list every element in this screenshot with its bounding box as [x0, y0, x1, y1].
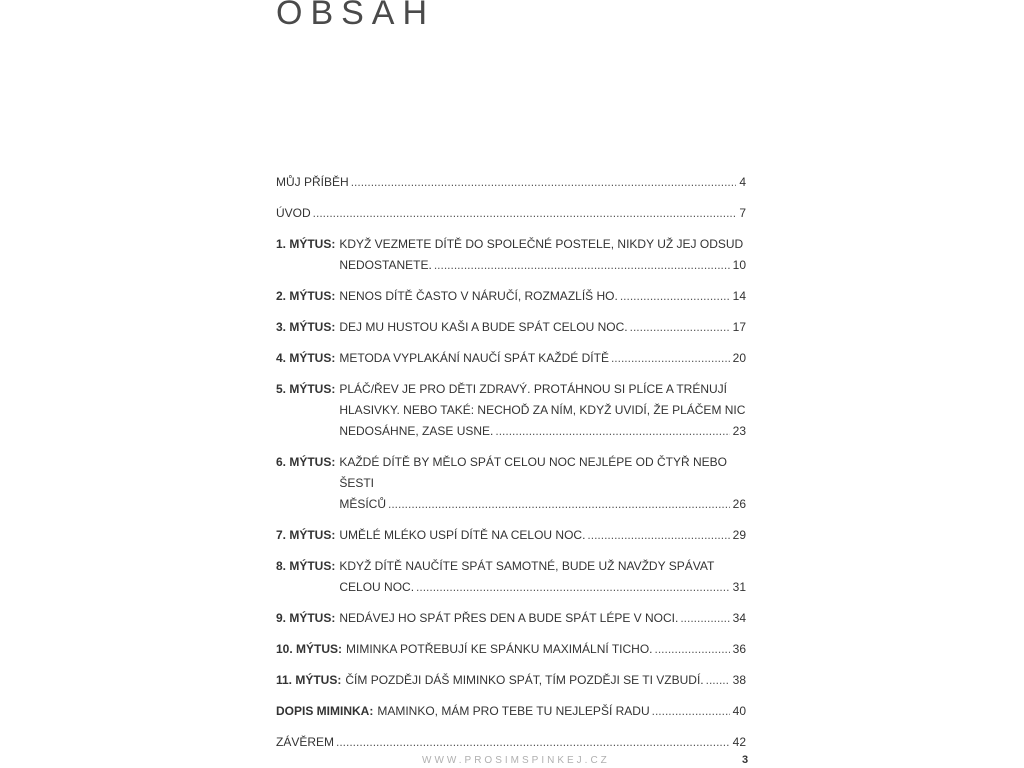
- toc-entry-line: MIMINKA POTŘEBUJÍ KE SPÁNKU MAXIMÁLNÍ TICHO.: [346, 642, 653, 656]
- toc-dot-leader: [351, 172, 737, 193]
- toc-entry-text: [377, 701, 746, 722]
- toc-entry-text: [339, 379, 746, 442]
- toc-entry-label: 7. MÝTUS:: [276, 528, 336, 542]
- toc-entry-lastline: [339, 525, 746, 546]
- toc-entry-lastline: [339, 255, 746, 276]
- toc-entry-line: CELOU NOC.: [339, 580, 415, 594]
- toc-entry-lastline: [339, 494, 746, 515]
- toc-entry-line: ÚVOD: [276, 206, 311, 220]
- toc-entry-line: KAŽDÉ DÍTĚ BY MĚLO SPÁT CELOU NOC NEJLÉPE OD ČTYŘ NEBO ŠESTI: [339, 455, 727, 490]
- toc-entry-line: NEDOSTANETE.: [339, 258, 432, 272]
- toc-entry: [276, 203, 746, 224]
- toc-entry: [276, 732, 746, 753]
- toc-dot-leader: [620, 286, 730, 307]
- document-page: [252, 0, 752, 768]
- toc-entry: [276, 525, 746, 546]
- toc-page-number: 42: [732, 735, 746, 749]
- toc-entry-label: 5. MÝTUS:: [276, 382, 336, 396]
- toc-entry-lastline: [276, 732, 746, 753]
- toc-entry-text: [339, 348, 746, 369]
- toc-page-number: 10: [732, 258, 746, 272]
- toc-entry-label: 11. MÝTUS:: [276, 673, 342, 687]
- toc-dot-leader: [388, 494, 730, 515]
- toc-entry-lastline: [339, 317, 746, 338]
- toc-page-number: 7: [739, 206, 746, 220]
- toc-entry-label: DOPIS MIMINKA:: [276, 704, 374, 718]
- toc-entry-label: 3. MÝTUS:: [276, 320, 336, 334]
- page-title: OBSAH: [276, 0, 436, 32]
- toc-page-number: 14: [732, 289, 746, 303]
- toc-entry-label: 9. MÝTUS:: [276, 611, 336, 625]
- toc-page-number: 23: [732, 424, 746, 438]
- toc-dot-leader: [652, 701, 730, 722]
- toc-entry-label: 10. MÝTUS:: [276, 642, 343, 656]
- toc-page-number: 4: [739, 175, 746, 189]
- toc-page-number: 20: [732, 351, 746, 365]
- toc-entry-line: KDYŽ VEZMETE DÍTĚ DO SPOLEČNÉ POSTELE, NIKDY UŽ JEJ ODSUD: [339, 237, 744, 251]
- page-number: 3: [742, 754, 749, 766]
- toc-entry-line: NENOS DÍTĚ ČASTO V NÁRUČÍ, ROZMAZLÍŠ HO.: [339, 289, 618, 303]
- toc-entry: [276, 670, 746, 691]
- toc-entry-text: [339, 317, 746, 338]
- toc-entry-text: [339, 608, 746, 629]
- footer-website: WWW.PROSIMSPINKEJ.CZ: [422, 755, 610, 766]
- toc-dot-leader: [680, 608, 729, 629]
- toc-entry-lastline: [339, 286, 746, 307]
- toc-page-number: 26: [732, 497, 746, 511]
- toc-dot-leader: [611, 348, 730, 369]
- toc-entry-line: KDYŽ DÍTĚ NAUČÍTE SPÁT SAMOTNÉ, BUDE UŽ NAVŽDY SPÁVAT: [339, 559, 715, 573]
- toc-entry-label: 6. MÝTUS:: [276, 455, 336, 469]
- toc-dot-leader: [416, 577, 730, 598]
- toc-entry-line: NEDOSÁHNE, ZASE USNE.: [339, 424, 494, 438]
- toc-dot-leader: [587, 525, 729, 546]
- toc-page-number: 34: [732, 611, 746, 625]
- toc-entry-label: 4. MÝTUS:: [276, 351, 336, 365]
- toc-page-number: 17: [732, 320, 746, 334]
- toc-entry-line: ČÍM POZDĚJI DÁŠ MIMINKO SPÁT, TÍM POZDĚJI SE TI VZBUDÍ.: [345, 673, 704, 687]
- toc-entry-line: METODA VYPLAKÁNÍ NAUČÍ SPÁT KAŽDÉ DÍTĚ: [339, 351, 609, 365]
- toc-entry-lastline: [346, 639, 746, 660]
- toc-page-number: 38: [732, 673, 746, 687]
- toc-entry-lastline: [276, 203, 746, 224]
- toc-entry-text: [339, 556, 746, 598]
- toc-entry: [276, 608, 746, 629]
- toc-entry-lastline: [339, 608, 746, 629]
- toc-entry-lastline: [339, 348, 746, 369]
- toc-entry: [276, 379, 746, 442]
- toc-dot-leader: [434, 255, 730, 276]
- toc-page-number: 31: [732, 580, 746, 594]
- toc-entry-label: 2. MÝTUS:: [276, 289, 336, 303]
- toc-entry-text: [345, 670, 746, 691]
- toc-page-number: 36: [732, 642, 746, 656]
- toc-entry-lastline: [377, 701, 746, 722]
- toc-entry-text: [339, 525, 746, 546]
- toc-dot-leader: [706, 670, 730, 691]
- toc-entry: [276, 172, 746, 193]
- toc-entry-line: MŮJ PŘÍBĚH: [276, 175, 349, 189]
- toc-dot-leader: [313, 203, 737, 224]
- toc-entry-lastline: [276, 172, 746, 193]
- toc-entry-line: UMĚLÉ MLÉKO USPÍ DÍTĚ NA CELOU NOC.: [339, 528, 586, 542]
- toc-entry-line: HLASIVKY. NEBO TAKÉ: NECHOĎ ZA NÍM, KDYŽ UVIDÍ, ŽE PLÁČEM NIC: [339, 403, 746, 417]
- toc-entry-line: MĚSÍCŮ: [339, 497, 387, 511]
- toc-entry-text: [276, 172, 746, 193]
- toc-dot-leader: [495, 421, 729, 442]
- toc-entry: [276, 639, 746, 660]
- toc-entry-line: MAMINKO, MÁM PRO TEBE TU NEJLEPŠÍ RADU: [377, 704, 650, 718]
- toc-entry: [276, 348, 746, 369]
- toc-entry-line: DEJ MU HUSTOU KAŠI A BUDE SPÁT CELOU NOC.: [339, 320, 628, 334]
- toc-dot-leader: [630, 317, 730, 338]
- table-of-contents: [276, 172, 746, 763]
- toc-entry-line: ZÁVĚREM: [276, 735, 335, 749]
- toc-entry-line: NEDÁVEJ HO SPÁT PŘES DEN A BUDE SPÁT LÉPE V NOCI.: [339, 611, 679, 625]
- toc-page-number: 29: [732, 528, 746, 542]
- toc-entry-text: [346, 639, 746, 660]
- toc-entry: [276, 452, 746, 515]
- toc-entry: [276, 701, 746, 722]
- toc-entry-text: [339, 234, 746, 276]
- toc-page-number: 40: [732, 704, 746, 718]
- toc-entry: [276, 556, 746, 598]
- toc-entry-text: [276, 203, 746, 224]
- toc-entry-text: [339, 452, 746, 515]
- toc-entry: [276, 234, 746, 276]
- toc-entry: [276, 317, 746, 338]
- toc-dot-leader: [336, 732, 730, 753]
- toc-entry-text: [276, 732, 746, 753]
- toc-entry-label: 8. MÝTUS:: [276, 559, 336, 573]
- toc-entry-line: PLÁČ/ŘEV JE PRO DĚTI ZDRAVÝ. PROTÁHNOU SI PLÍCE A TRÉNUJÍ: [339, 382, 727, 396]
- toc-entry-lastline: [345, 670, 746, 691]
- toc-entry-lastline: [339, 421, 746, 442]
- toc-entry-text: [339, 286, 746, 307]
- toc-entry-label: 1. MÝTUS:: [276, 237, 336, 251]
- toc-dot-leader: [655, 639, 730, 660]
- toc-entry-lastline: [339, 577, 746, 598]
- toc-entry: [276, 286, 746, 307]
